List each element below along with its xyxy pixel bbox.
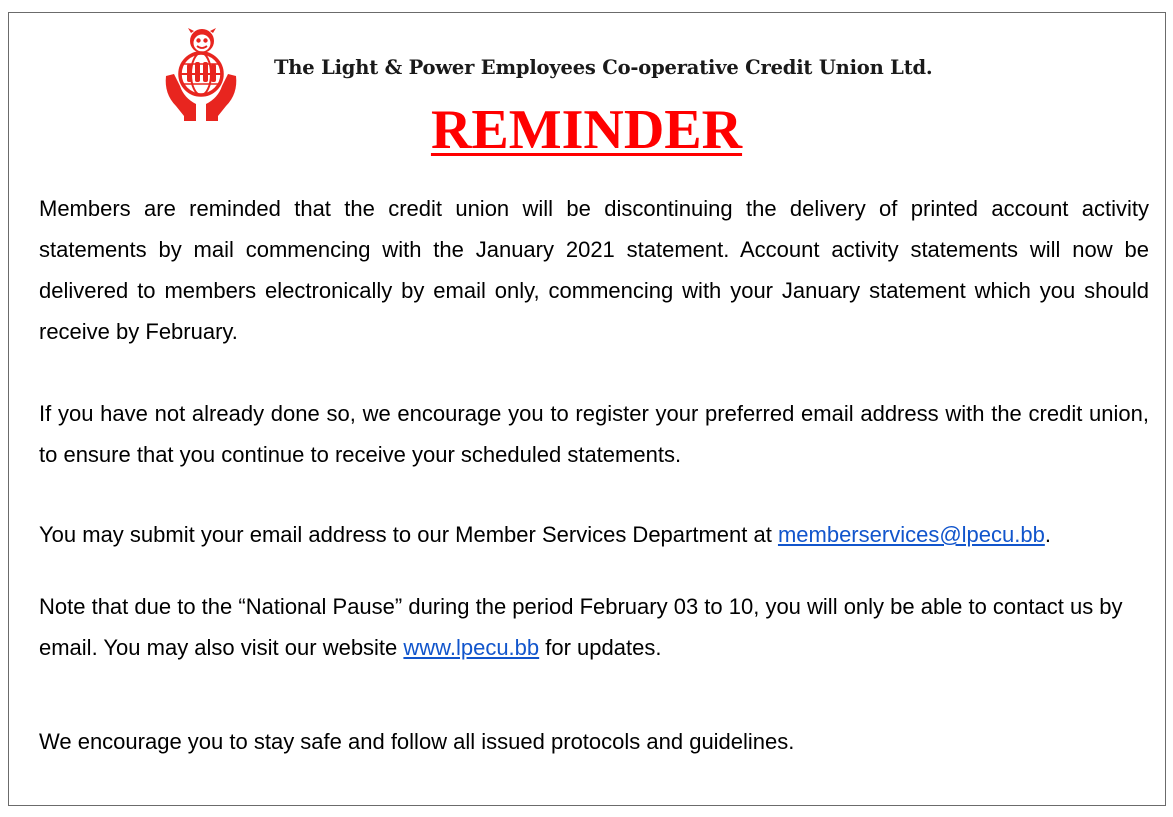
reminder-heading: REMINDER [430,99,743,161]
submit-email-period: . [1044,522,1051,547]
paragraph-stay-safe: We encourage you to stay safe and follow all issued protocols and guidelines. [39,729,795,754]
paragraph-submit-email [39,514,1149,555]
page-title [0,98,1173,162]
website-link[interactable]: www.lpecu.bb [403,635,540,660]
member-services-email-link[interactable]: memberservices@lpecu.bb [777,522,1045,547]
organization-name: The Light & Power Employees Co-operative Credit Union Ltd. [274,56,933,79]
submit-email-text: You may submit your email address to our Member Services Department at [39,522,778,547]
paragraph-national-pause [39,586,1149,668]
national-pause-text: Note that due to the “National Pause” during the period February 03 to 10, you will only be able to contact us by email. You may also visit our website [39,594,1123,660]
paragraph-discontinue-mail: Members are reminded that the credit union will be discontinuing the delivery of printed account activity statements by mail commencing with the January 2021 statement. Account activity statements will now be delivered to members electronically by email only, commencing with your January statement which you should receive by February. [39,196,1149,344]
national-pause-tail: for updates. [539,635,662,660]
paragraph-register-email: If you have not already done so, we encourage you to register your preferred email address with the credit union, to ensure that you continue to receive your scheduled statements. [39,401,1149,467]
